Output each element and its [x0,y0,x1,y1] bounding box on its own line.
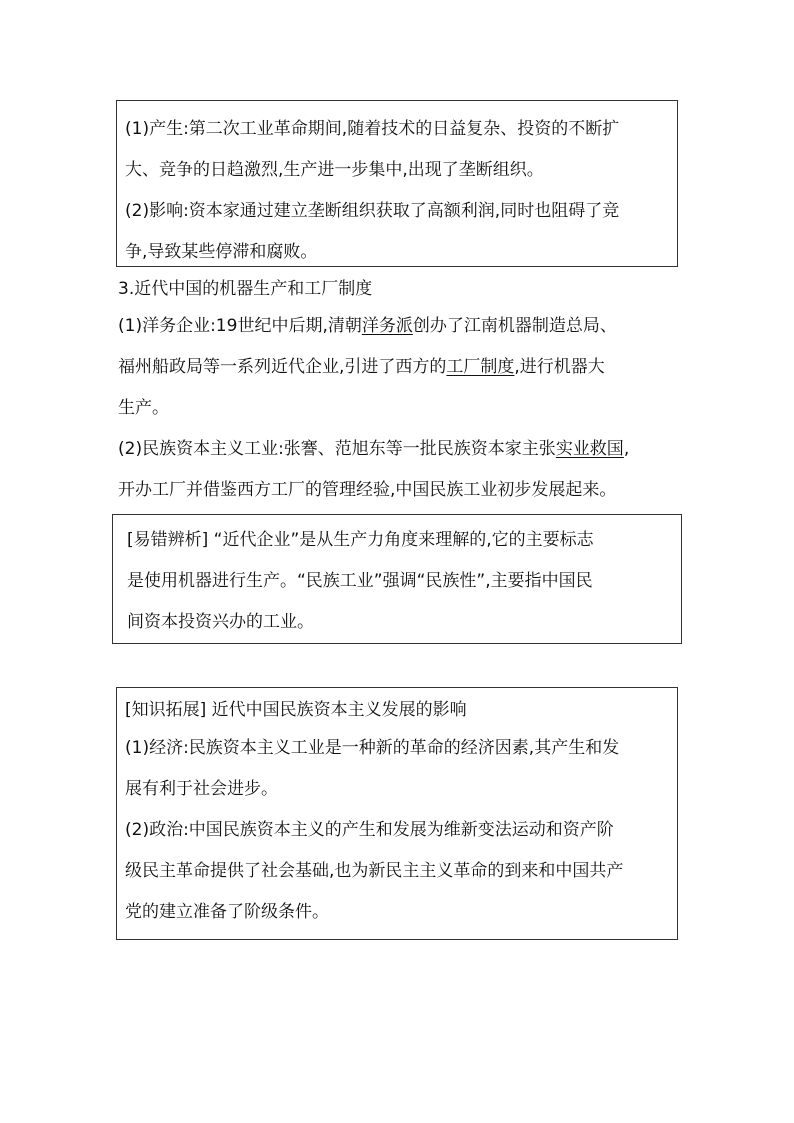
political-impact-line-1: (2)政治:中国民族资本主义的产生和发展为维新变法运动和资产阶 [125,820,614,840]
national-industry-text-b: , [623,439,630,459]
economic-impact-line-1: (1)经济:民族资本主义工业是一种新的革命的经济因素,其产生和发 [125,738,620,758]
national-industry-line-1 [118,429,688,470]
section-3 [118,272,688,511]
error-analysis-line-1: [易错辨析] “近代企业”是从生产力角度来理解的,它的主要标志 [127,530,594,550]
westernization-text-d: ,进行机器大 [514,357,605,377]
westernization-text-a: (1)洋务企业:19世纪中后期,清朝 [118,316,362,336]
westernization-line-3: 生产。 [118,398,169,418]
westernization-line-1 [118,306,688,347]
westernization-line-2 [118,347,688,388]
westernization-text-b: 创办了江南机器制造总局、 [412,316,617,336]
error-analysis-line-3: 间资本投资兴办的工业。 [127,612,314,632]
monopoly-origin-line-2: 大、竞争的日趋激烈,生产进一步集中,出现了垄断组织。 [125,160,544,180]
section-3-heading: 3.近代中国的机器生产和工厂制度 [118,279,373,299]
economic-impact-line-2: 展有利于社会进步。 [125,779,278,799]
national-industry-line-2: 开办工厂并借鉴西方工厂的管理经验,中国民族工业初步发展起来。 [118,480,617,500]
political-impact-line-2: 级民主革命提供了社会基础,也为新民主主义革命的到来和中国共产 [125,861,624,881]
monopoly-impact-line-1: (2)影响:资本家通过建立垄断组织获取了高额利润,同时也阻碍了竞 [125,201,620,221]
political-impact-line-3: 党的建立准备了阶级条件。 [125,902,329,922]
national-industry-text-a: (2)民族资本主义工业:张謇、范旭东等一批民族资本家主张 [118,439,556,459]
factory-system-term: 工厂制度 [446,357,515,377]
knowledge-extension-title: [知识拓展] 近代中国民族资本主义发展的影响 [125,700,467,720]
error-analysis-box [112,514,682,644]
error-analysis-line-2: 是使用机器进行生产。“民族工业”强调“民族性”,主要指中国民 [127,571,593,591]
industry-saves-nation-term: 实业救国 [555,439,624,459]
westernization-group-term: 洋务派 [361,316,413,336]
westernization-text-c: 福州船政局等一系列近代企业,引进了西方的 [118,357,447,377]
monopoly-origin-line-1: (1)产生:第二次工业革命期间,随着技术的日益复杂、投资的不断扩 [125,119,620,139]
monopoly-box [116,100,678,267]
monopoly-impact-line-2: 争,导致某些停滞和腐败。 [125,242,318,262]
knowledge-extension-box [116,687,678,940]
